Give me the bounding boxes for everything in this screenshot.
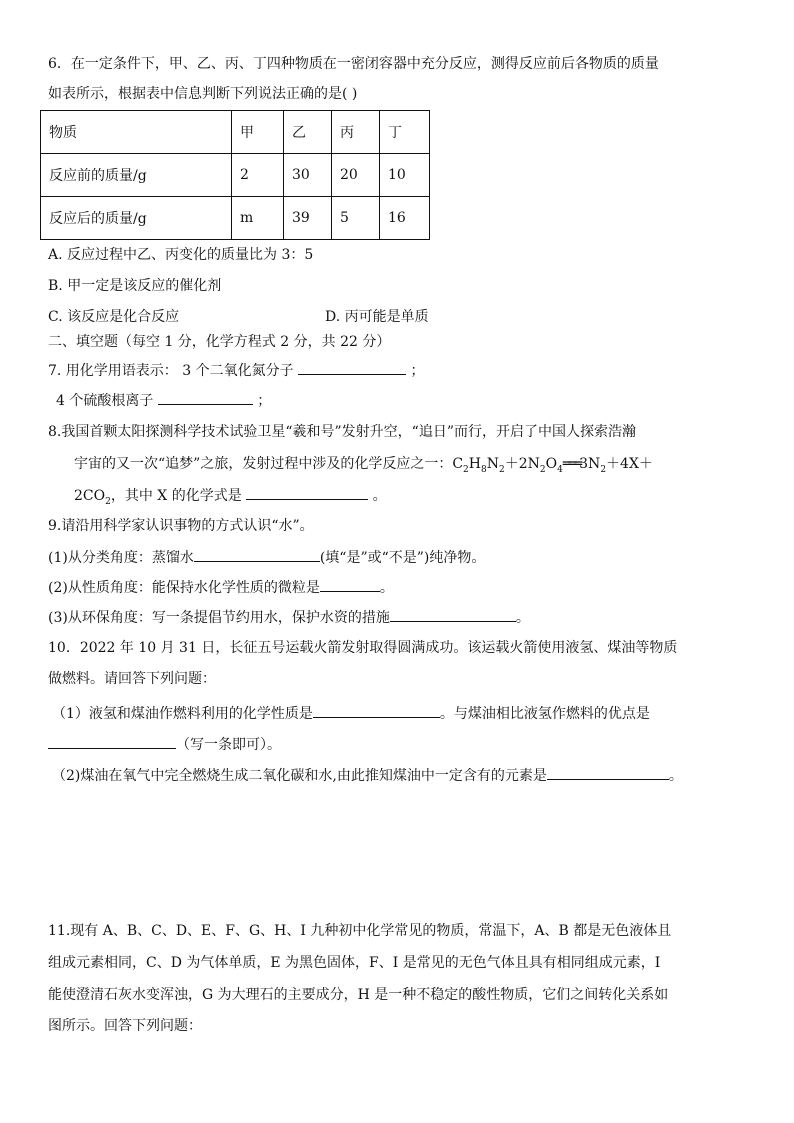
q9-part2: (2)从性质角度：能保持水化学性质的微粒是 。 — [48, 576, 394, 598]
q7-prompt1: 7. 用化学用语表示： 3 个二氧化氮分子 — [48, 363, 294, 379]
q10-part2: （2)煤油在氧气中完全燃烧生成二氧化碳和水,由此推知煤油中一定含有的元素是 。 — [52, 764, 683, 786]
table-header-cell: 丁 — [380, 111, 430, 154]
answer-blank[interactable] — [194, 546, 320, 562]
q9-part1: (1)从分类角度：蒸馏水 (填“是”或“不是”)纯净物。 — [48, 546, 485, 568]
answer-blank[interactable] — [547, 764, 669, 780]
table-row — [41, 111, 430, 154]
answer-blank[interactable] — [313, 702, 440, 718]
q11-line1: 11.现有 A、B、C、D、E、F、G、H、I 九种初中化学常见的物质，常温下，A、B 都是无色液体且 — [48, 923, 672, 939]
table-cell: 16 — [380, 197, 430, 240]
answer-blank[interactable] — [320, 576, 380, 592]
q6-stem-line2: 如表所示，根据表中信息判断下列说法正确的是( ) — [48, 86, 358, 102]
q9-part3: (3)从环保角度：写一条提倡节约用水，保护水资的措施 。 — [48, 606, 530, 628]
q6-option-c: C. 该反应是化合反应 — [48, 309, 180, 325]
q11-line2: 组成元素相同，C、D 为气体单质，E 为黑色固体，F、I 是常见的无色气体且具有相同组成元素，I — [48, 955, 661, 971]
table-header-cell: 丙 — [332, 111, 380, 154]
answer-blank[interactable] — [246, 484, 368, 500]
punctuation: 。 — [372, 488, 387, 504]
q11-line4: 图所示。回答下列问题： — [48, 1018, 202, 1034]
q8-line3: $2CO_2$，其中 X 的化学式是 。 — [74, 484, 387, 512]
punctuation: ； — [410, 363, 425, 379]
answer-blank[interactable] — [298, 359, 406, 375]
table-cell: 20 — [332, 154, 380, 197]
table-row — [41, 197, 430, 240]
q10-part1-cont: （写一条即可）。 — [48, 733, 281, 755]
q8-question: ，其中 X 的化学式是 — [110, 488, 242, 504]
q8-line2 — [74, 454, 653, 480]
q11-line3: 能使澄清石灰水变浑浊，G 为大理石的主要成分，H 是一种不稳定的酸性物质，它们之间转化关系如 — [48, 987, 669, 1003]
table-cell: 10 — [380, 154, 430, 197]
mass-table — [40, 110, 430, 240]
table-header-cell: 甲 — [232, 111, 284, 154]
table-row — [41, 154, 430, 197]
answer-blank[interactable] — [158, 389, 253, 405]
table-header-cell: 物质 — [41, 111, 232, 154]
q6-option-a: A. 反应过程中乙、丙变化的质量比为 3：5 — [48, 247, 314, 263]
q8-line1: 8.我国首颗太阳探测科学技术试验卫星“羲和号”发射升空，“追日”而行，开启了中国人探索浩瀚 — [48, 424, 636, 440]
table-cell: 5 — [332, 197, 380, 240]
equation: $C_2H_8N_2+2N_2O_4═══3N_2+4X+$ — [452, 456, 653, 475]
q6-option-b: B. 甲一定是该反应的催化剂 — [48, 278, 222, 294]
table-cell: 30 — [284, 154, 332, 197]
q7-line1 — [48, 359, 425, 381]
table-cell: m — [232, 197, 284, 240]
q10-line1: 10．2022 年 10 月 31 日，长征五号运载火箭发射取得圆满成功。该运载火箭使用液氢、煤油等物质 — [48, 640, 678, 656]
table-cell: 39 — [284, 197, 332, 240]
table-cell: 反应前的质量/g — [41, 154, 232, 197]
answer-blank[interactable] — [48, 733, 176, 749]
q6-option-d: D. 丙可能是单质 — [325, 309, 429, 325]
q10-part1: （1）液氢和煤油作燃料利用的化学性质是 。与煤油相比液氢作燃料的优点是 — [52, 702, 650, 724]
q7-line2 — [56, 389, 271, 411]
answer-blank[interactable] — [390, 606, 516, 622]
q6-stem-line1: 6．在一定条件下，甲、乙、丙、丁四种物质在一密闭容器中充分反应，测得反应前后各物质的质量 — [48, 56, 659, 72]
table-cell: 2 — [232, 154, 284, 197]
table-header-cell: 乙 — [284, 111, 332, 154]
q8-text: 宇宙的又一次“追梦”之旅，发射过程中涉及的化学反应之一： — [74, 456, 453, 472]
q7-prompt2: 4 个硫酸根离子 — [56, 393, 154, 409]
section-title: 二、填空题（每空 1 分，化学方程式 2 分，共 22 分） — [48, 334, 391, 350]
q10-line2: 做燃料。请回答下列问题： — [48, 671, 216, 687]
q9-title: 9.请沿用科学家认识事物的方式认识“水”。 — [48, 518, 314, 534]
punctuation: ； — [257, 393, 272, 409]
table-cell: 反应后的质量/g — [41, 197, 232, 240]
